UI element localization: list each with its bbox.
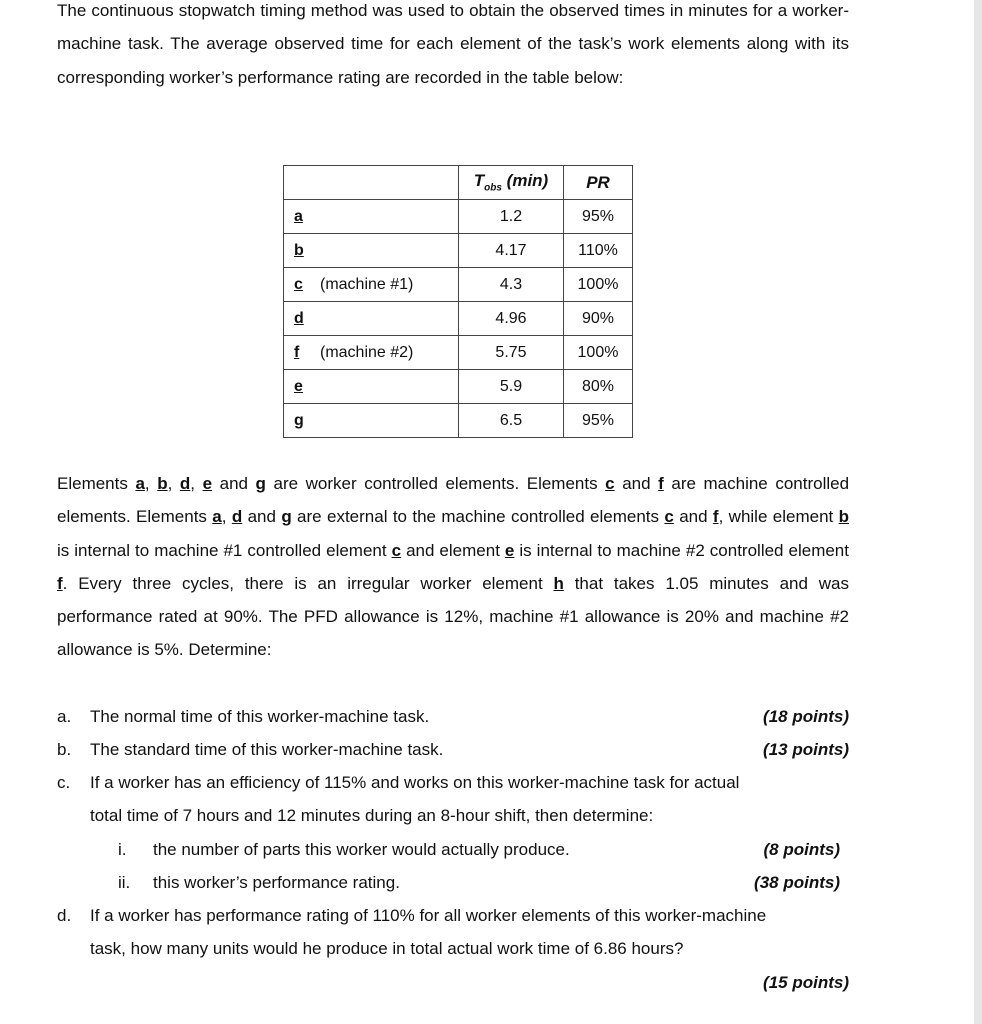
sub-question-marker: ii. [118,873,131,892]
question-d-points: (15 points) [763,973,849,992]
element-note: (machine #2) [320,343,414,361]
element-pr: 100% [564,268,633,302]
element-pr: 95% [564,404,633,438]
element-tobs: 6.5 [459,404,564,438]
sub-question-text: the number of parts this worker would actually produce. [153,840,570,859]
question-text-line1: If a worker has an efficiency of 115% and works on this worker-machine task for actual [90,773,740,792]
sub-question-text: this worker’s performance rating. [153,873,400,892]
element-pr: 80% [564,370,633,404]
element-name: a [294,207,303,225]
table-header-row [284,166,633,200]
element-pr: 100% [564,336,633,370]
element-tobs: 5.75 [459,336,564,370]
table-row [284,404,633,438]
element-pr: 110% [564,234,633,268]
element-tobs: 4.3 [459,268,564,302]
table-row [284,268,633,302]
table-row [284,234,633,268]
sub-question-marker: i. [118,840,127,859]
question-d [57,899,849,932]
sub-question-points: (8 points) [763,840,840,859]
element-note: (machine #1) [320,275,414,293]
element-name: c [294,275,303,293]
question-c-ii [118,866,840,899]
element-pr: 90% [564,302,633,336]
elements-description-paragraph: Elements a, b, d, e and g are worker controlled elements. Elements c and f are machine controlled elements. Elements a, d and g are external to the machine controlled elements c and f, while element b is internal to machine #1 controlled element c and element e is internal to machine #2 controlled element f. Every three cycles, there is an irregular worker element h that takes 1.05 minutes and was performance rated at 90%. The PFD allowance is 12%, machine #1 allowance is 20% and machine #2 allowance is 5%. Determine: [57,474,850,660]
table-header-blank [284,166,459,200]
sub-question-points: (38 points) [754,873,840,892]
question-c [57,766,849,799]
question-points: (13 points) [763,740,849,759]
question-a [57,700,849,733]
question-marker: d. [57,906,72,925]
question-b [57,733,849,766]
question-c-line2: total time of 7 hours and 12 minutes during an 8-hour shift, then determine: [90,806,654,825]
element-name: b [294,241,304,259]
element-name: e [294,377,303,395]
observed-times-table [283,165,633,438]
element-name: f [294,343,300,361]
question-text: The normal time of this worker-machine task. [90,707,430,726]
page-right-edge [974,0,982,1024]
element-name: d [294,309,304,327]
element-tobs: 4.96 [459,302,564,336]
table-row [284,302,633,336]
question-marker: c. [57,773,71,792]
element-tobs: 4.17 [459,234,564,268]
table-header-tobs: $T_{obs}$ (min) [459,166,564,200]
element-tobs: 5.9 [459,370,564,404]
question-points: (18 points) [763,707,849,726]
question-marker: a. [57,707,72,726]
question-d-line2: task, how many units would he produce in total actual work time of 6.86 hours? [90,939,684,958]
intro-paragraph: The continuous stopwatch timing method was used to obtain the observed times in minutes for a worker-machine task. The average observed time for each element of the task’s work elements along with its corresponding worker’s performance rating are recorded in the table below: [57,1,849,87]
question-marker: b. [57,740,72,759]
table-header-pr: PR [564,166,633,200]
question-text-line1: If a worker has performance rating of 110% for all worker elements of this worker-machine [90,906,767,925]
table-row [284,200,633,234]
element-pr: 95% [564,200,633,234]
question-text: The standard time of this worker-machine task. [90,740,444,759]
question-c-i [118,833,840,866]
element-tobs: 1.2 [459,200,564,234]
element-name: g [294,411,304,429]
table-row [284,370,633,404]
table-row [284,336,633,370]
